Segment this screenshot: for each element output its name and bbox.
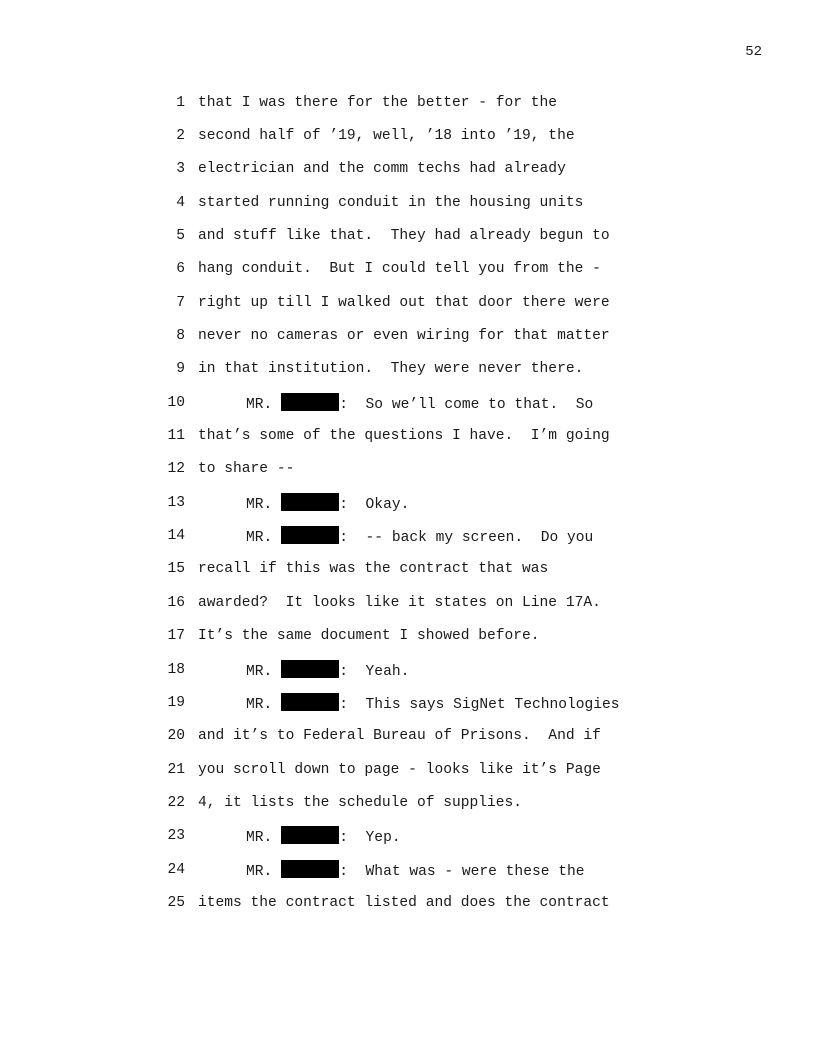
speaker-label: MR. bbox=[246, 663, 273, 680]
line-number: 22 bbox=[167, 794, 185, 811]
redaction-box bbox=[281, 826, 339, 844]
transcript-line bbox=[160, 453, 680, 486]
transcript-line bbox=[160, 353, 680, 386]
line-number: 16 bbox=[167, 594, 185, 611]
line-number: 18 bbox=[167, 661, 185, 678]
line-number: 19 bbox=[167, 694, 185, 711]
line-number: 2 bbox=[176, 128, 185, 145]
line-text: items the contract listed and does the contract bbox=[198, 894, 610, 911]
transcript-line bbox=[160, 253, 680, 286]
transcript-line bbox=[160, 786, 680, 819]
line-text: and it’s to Federal Bureau of Prisons. And if bbox=[198, 728, 601, 745]
transcript-line bbox=[160, 519, 680, 552]
line-text: started running conduit in the housing units bbox=[198, 194, 584, 211]
line-number: 24 bbox=[167, 861, 185, 878]
speech-text: : Yep. bbox=[339, 830, 401, 847]
line-number: 6 bbox=[176, 261, 185, 278]
transcript-line bbox=[160, 686, 680, 719]
redaction-box bbox=[281, 860, 339, 878]
transcript-line bbox=[160, 753, 680, 786]
transcript-line bbox=[160, 486, 680, 519]
transcript-line bbox=[160, 720, 680, 753]
line-text: that’s some of the questions I have. I’m going bbox=[198, 428, 610, 445]
transcript-line bbox=[160, 286, 680, 319]
line-text: awarded? It looks like it states on Line 17A. bbox=[198, 594, 601, 611]
line-number: 7 bbox=[176, 294, 185, 311]
redaction-box bbox=[281, 493, 339, 511]
line-text: never no cameras or even wiring for that matter bbox=[198, 328, 610, 345]
transcript-line bbox=[160, 186, 680, 219]
redaction-box bbox=[281, 393, 339, 411]
line-text: 4, it lists the schedule of supplies. bbox=[198, 794, 523, 811]
line-number: 3 bbox=[176, 161, 185, 178]
redaction-box bbox=[281, 660, 339, 678]
line-number: 11 bbox=[167, 428, 185, 445]
speech-text: : Okay. bbox=[339, 496, 410, 513]
speaker-label: MR. bbox=[246, 863, 273, 880]
transcript-line bbox=[160, 153, 680, 186]
line-text bbox=[198, 860, 680, 880]
line-text: right up till I walked out that door there were bbox=[198, 294, 610, 311]
line-text: recall if this was the contract that was bbox=[198, 561, 549, 578]
line-number: 4 bbox=[176, 194, 185, 211]
transcript-line bbox=[160, 419, 680, 452]
line-number: 5 bbox=[176, 228, 185, 245]
line-number: 25 bbox=[167, 894, 185, 911]
transcript-line bbox=[160, 886, 680, 919]
line-number: 12 bbox=[167, 461, 185, 478]
line-number: 15 bbox=[167, 561, 185, 578]
transcript-line bbox=[160, 119, 680, 152]
line-number: 1 bbox=[176, 94, 185, 111]
line-text: hang conduit. But I could tell you from the - bbox=[198, 261, 601, 278]
redaction-box bbox=[281, 526, 339, 544]
speaker-label: MR. bbox=[246, 496, 273, 513]
transcript-line bbox=[160, 553, 680, 586]
transcript-line bbox=[160, 853, 680, 886]
line-text bbox=[198, 660, 680, 680]
transcript-line bbox=[160, 219, 680, 252]
speech-text: : What was - were these the bbox=[339, 863, 585, 880]
speech-text: : Yeah. bbox=[339, 663, 410, 680]
line-number: 10 bbox=[167, 394, 185, 411]
transcript-line bbox=[160, 319, 680, 352]
line-text: second half of ’19, well, ’18 into ’19, the bbox=[198, 128, 575, 145]
line-text bbox=[198, 393, 680, 413]
line-number: 14 bbox=[167, 528, 185, 545]
transcript-line bbox=[160, 586, 680, 619]
line-number: 8 bbox=[176, 328, 185, 345]
line-text bbox=[198, 526, 680, 546]
line-text: electrician and the comm techs had already bbox=[198, 161, 566, 178]
line-number: 20 bbox=[167, 728, 185, 745]
transcript-line bbox=[160, 820, 680, 853]
line-text: It’s the same document I showed before. bbox=[198, 628, 540, 645]
line-number: 9 bbox=[176, 361, 185, 378]
speech-text: : -- back my screen. Do you bbox=[339, 530, 594, 547]
transcript-line bbox=[160, 386, 680, 419]
transcript-line bbox=[160, 620, 680, 653]
transcript-line bbox=[160, 86, 680, 119]
line-number: 17 bbox=[167, 628, 185, 645]
speaker-label: MR. bbox=[246, 696, 273, 713]
line-text: you scroll down to page - looks like it’s Page bbox=[198, 761, 601, 778]
line-number: 21 bbox=[167, 761, 185, 778]
line-text: that I was there for the better - for the bbox=[198, 94, 558, 111]
speaker-label: MR. bbox=[246, 530, 273, 547]
speech-text: : This says SigNet Technologies bbox=[339, 696, 620, 713]
transcript-body bbox=[160, 86, 680, 920]
line-text: to share -- bbox=[198, 461, 295, 478]
redaction-box bbox=[281, 693, 339, 711]
speech-text: : So we’ll come to that. So bbox=[339, 396, 594, 413]
transcript-line bbox=[160, 653, 680, 686]
speaker-label: MR. bbox=[246, 830, 273, 847]
line-number: 23 bbox=[167, 828, 185, 845]
line-text: in that institution. They were never there. bbox=[198, 361, 584, 378]
line-text bbox=[198, 826, 680, 846]
line-text: and stuff like that. They had already begun to bbox=[198, 228, 610, 245]
line-text bbox=[198, 693, 680, 713]
line-number: 13 bbox=[167, 494, 185, 511]
speaker-label: MR. bbox=[246, 396, 273, 413]
line-text bbox=[198, 493, 680, 513]
page-number: 52 bbox=[745, 44, 762, 60]
